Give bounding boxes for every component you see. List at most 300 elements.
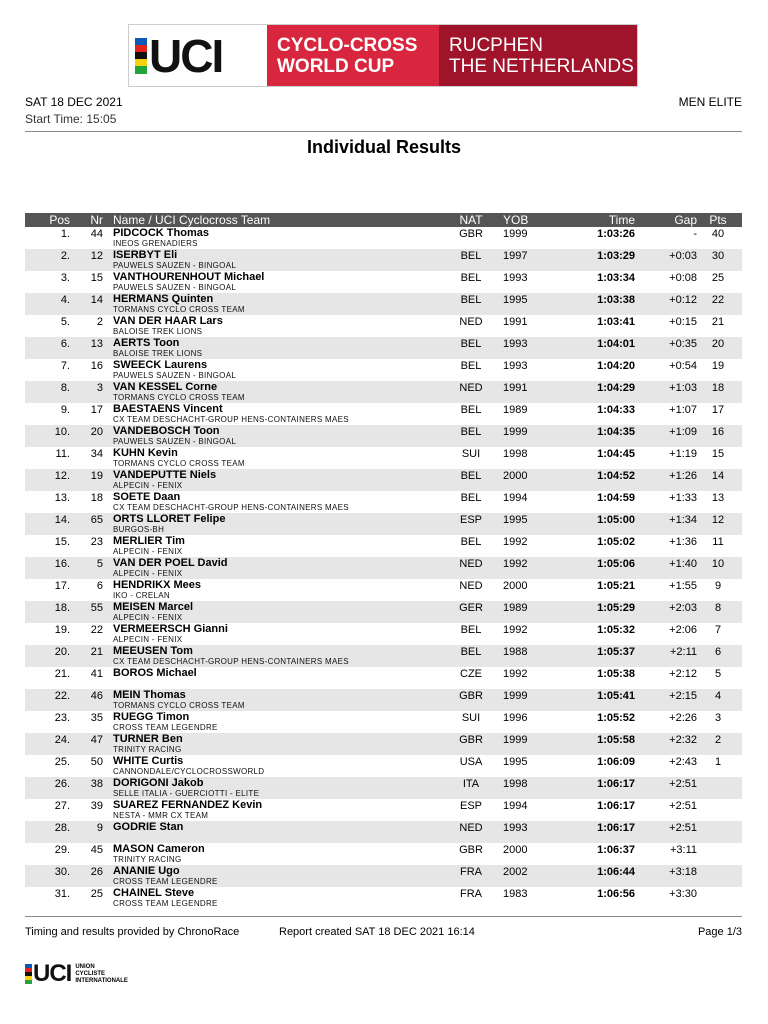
col-yob: YOB (503, 213, 529, 227)
cell-pts: 12 (711, 514, 725, 526)
cell-pts: 20 (711, 338, 725, 350)
page-title: Individual Results (306, 137, 462, 157)
cell-nat: GBR (459, 690, 483, 702)
cell-nr: 23 (90, 536, 103, 548)
cell-pos: 26. (54, 778, 70, 790)
cell-pos: 24. (54, 734, 70, 746)
cell-name: MEEUSEN Tom (113, 645, 193, 657)
cell-team: BALOISE TREK LIONS (113, 349, 203, 358)
event-line-2: WORLD CUP (277, 56, 395, 77)
table-row (25, 337, 742, 359)
table-row (25, 601, 742, 623)
cell-team: TRINITY RACING (113, 745, 182, 754)
cell-pos: 28. (54, 822, 70, 834)
cell-pos: 15. (54, 536, 70, 548)
cell-time: 1:05:02 (597, 536, 635, 548)
cell-nr: 65 (90, 514, 103, 526)
cell-pos: 11. (55, 448, 70, 460)
cell-pts: 15 (711, 448, 725, 460)
cell-time: 1:04:33 (597, 404, 635, 416)
cell-team: CX TEAM DESCHACHT-GROUP HENS-CONTAINERS MAES (113, 503, 349, 512)
cell-time: 1:06:37 (597, 844, 635, 856)
cell-yob: 1994 (503, 492, 528, 504)
table-row (25, 667, 742, 689)
cell-pts: 7 (714, 624, 722, 636)
cell-team: TORMANS CYCLO CROSS TEAM (113, 459, 245, 468)
cell-gap: +3:18 (669, 866, 697, 878)
cell-pts: 4 (714, 690, 722, 702)
cell-pos: 25. (54, 756, 70, 768)
cell-time: 1:03:34 (597, 272, 635, 284)
cell-yob: 2000 (503, 470, 528, 482)
cell-pos: 5. (60, 316, 70, 328)
cell-pts: 6 (714, 646, 722, 658)
cell-yob: 1998 (503, 778, 528, 790)
table-row (25, 733, 742, 755)
cell-gap: +1:33 (669, 492, 697, 504)
cell-gap: - (693, 228, 697, 240)
cell-nr: 22 (90, 624, 103, 636)
cell-pos: 13. (54, 492, 70, 504)
cell-nr: 25 (90, 888, 103, 900)
cell-team: CX TEAM DESCHACHT-GROUP HENS-CONTAINERS MAES (113, 415, 349, 424)
cell-name: MEISEN Marcel (113, 601, 194, 613)
cell-time: 1:06:17 (597, 822, 635, 834)
cell-gap: +2:51 (669, 800, 697, 812)
cell-yob: 1999 (503, 228, 528, 240)
table-row (25, 579, 742, 601)
cell-name: VERMEERSCH Gianni (113, 623, 228, 635)
cell-pos: 4. (60, 294, 70, 306)
event-line-1: CYCLO-CROSS (277, 35, 418, 56)
cell-name: VANDEBOSCH Toon (113, 425, 220, 437)
cell-team: INEOS GRENADIERS (113, 239, 198, 248)
cell-gap: +0:03 (669, 250, 697, 262)
cell-nr: 39 (90, 800, 103, 812)
cell-name: VAN KESSEL Corne (113, 381, 218, 393)
cell-yob: 1993 (503, 360, 528, 372)
cell-nat: BEL (460, 404, 482, 416)
cell-nat: BEL (460, 536, 482, 548)
cell-nat: BEL (460, 360, 482, 372)
event-name (267, 25, 439, 86)
cell-nat: BEL (460, 338, 482, 350)
cell-gap: +1:19 (669, 448, 697, 460)
table-row (25, 645, 742, 667)
cell-name: ANANIE Ugo (113, 865, 180, 877)
cell-yob: 1992 (503, 624, 528, 636)
cell-nr: 45 (90, 844, 103, 856)
cell-team: TORMANS CYCLO CROSS TEAM (113, 701, 245, 710)
cell-gap: +2:51 (669, 822, 697, 834)
cell-pts: 16 (711, 426, 725, 438)
cell-pts: 10 (711, 558, 725, 570)
cell-nat: BEL (460, 294, 482, 306)
cell-time: 1:05:41 (597, 690, 635, 702)
cell-nr: 13 (90, 338, 103, 350)
cell-yob: 1995 (503, 756, 528, 768)
cell-time: 1:04:01 (597, 338, 635, 350)
col-gap: Gap (674, 213, 697, 227)
cell-gap: +0:54 (669, 360, 697, 372)
cell-nat: GBR (459, 844, 483, 856)
cell-name: MEIN Thomas (113, 689, 186, 701)
cell-name: MASON Cameron (113, 843, 205, 855)
cell-pos: 21. (54, 668, 70, 680)
cell-team: TORMANS CYCLO CROSS TEAM (113, 305, 245, 314)
rainbow-stripes-icon (135, 38, 147, 74)
cell-nr: 6 (96, 580, 103, 592)
cell-yob: 1999 (503, 734, 528, 746)
cell-pts: 40 (711, 228, 725, 240)
cell-gap: +0:15 (669, 316, 697, 328)
cell-name: SWEECK Laurens (113, 359, 208, 371)
rainbow-stripes-icon (25, 964, 32, 984)
cell-pos: 6. (60, 338, 70, 350)
venue-line-1: RUCPHEN (449, 35, 543, 56)
cell-yob: 2000 (503, 844, 528, 856)
cell-name: VAN DER POEL David (113, 557, 228, 569)
cell-name: WHITE Curtis (113, 755, 184, 767)
cell-gap: +3:11 (669, 844, 697, 856)
cell-time: 1:04:45 (597, 448, 635, 460)
cell-gap: +3:30 (669, 888, 697, 900)
cell-team: TRINITY RACING (113, 855, 182, 864)
table-row (25, 535, 742, 557)
cell-gap: +2:12 (669, 668, 697, 680)
cell-name: RUEGG Timon (113, 711, 190, 723)
cell-gap: +1:34 (669, 514, 697, 526)
cell-gap: +0:08 (669, 272, 697, 284)
cell-nat: BEL (460, 426, 482, 438)
cell-yob: 1995 (503, 514, 528, 526)
cell-time: 1:04:29 (597, 382, 635, 394)
cell-name: AERTS Toon (113, 337, 180, 349)
cell-team: TORMANS CYCLO CROSS TEAM (113, 393, 245, 402)
cell-team: ALPECIN - FENIX (113, 481, 183, 490)
cell-pts: 11 (712, 536, 724, 548)
cell-team: NESTA - MMR CX TEAM (113, 811, 209, 820)
cell-nat: GBR (459, 734, 483, 746)
cell-pos: 10. (54, 426, 70, 438)
cell-nat: NED (459, 822, 483, 834)
cell-time: 1:06:44 (597, 866, 635, 878)
table-row (25, 293, 742, 315)
cell-nat: NED (459, 316, 483, 328)
cell-nr: 14 (90, 294, 103, 306)
table-row (25, 359, 742, 381)
cell-pos: 30. (54, 866, 70, 878)
cell-team: BURGOS-BH (113, 525, 165, 534)
cell-name: CHAINEL Steve (113, 887, 195, 899)
cell-pts: 30 (711, 250, 725, 262)
venue-line-2: THE NETHERLANDS (449, 56, 634, 77)
cell-nat: ITA (462, 778, 480, 790)
cell-name: BOROS Michael (113, 667, 197, 679)
col-pos: Pos (49, 213, 70, 227)
cell-pos: 1. (60, 228, 70, 240)
cell-yob: 1999 (503, 690, 528, 702)
cell-nat: FRA (460, 888, 482, 900)
cell-name: HERMANS Quinten (113, 293, 214, 305)
cell-nat: BEL (460, 272, 482, 284)
col-nr: Nr (90, 213, 103, 227)
table-row (25, 689, 742, 711)
cell-name: SOETE Daan (113, 491, 181, 503)
cell-pos: 18. (54, 602, 70, 614)
cell-nat: SUI (461, 712, 481, 724)
uci-full-name: UNION CYCLISTE INTERNATIONALE (75, 963, 128, 984)
cell-team: PAUWELS SAUZEN - BINGOAL (113, 261, 237, 270)
cell-gap: +2:03 (669, 602, 697, 614)
cell-name: PIDCOCK Thomas (113, 227, 209, 239)
cell-nat: ESP (459, 800, 482, 812)
cell-gap: +1:55 (669, 580, 697, 592)
cell-time: 1:03:38 (597, 294, 635, 306)
cell-time: 1:03:29 (597, 250, 635, 262)
cell-nat: GER (459, 602, 483, 614)
cell-nr: 5 (96, 558, 103, 570)
cell-pts: 25 (711, 272, 725, 284)
cell-nat: SUI (461, 448, 481, 460)
col-pts: Pts (709, 213, 727, 227)
cell-nat: NED (459, 580, 483, 592)
table-row (25, 249, 742, 271)
cell-gap: +2:43 (669, 756, 697, 768)
table-row (25, 557, 742, 579)
table-row (25, 403, 742, 425)
cell-nr: 38 (90, 778, 103, 790)
cell-name: GODRIE Stan (113, 821, 184, 833)
cell-pts: 21 (711, 316, 725, 328)
col-name: Name / UCI Cyclocross Team (113, 213, 271, 227)
cell-nr: 17 (90, 404, 103, 416)
cell-pos: 14. (54, 514, 70, 526)
cell-gap: +1:07 (669, 404, 697, 416)
cell-team: CX TEAM DESCHACHT-GROUP HENS-CONTAINERS MAES (113, 657, 349, 666)
cell-name: HENDRIKX Mees (113, 579, 202, 591)
cell-yob: 1994 (503, 800, 528, 812)
cell-name: TURNER Ben (113, 733, 183, 745)
cell-name: ORTS LLORET Felipe (113, 513, 226, 525)
cell-nat: GBR (459, 228, 483, 240)
cell-yob: 2000 (503, 580, 528, 592)
cell-gap: +2:11 (669, 646, 697, 658)
cell-nr: 50 (90, 756, 103, 768)
cell-name: KUHN Kevin (113, 447, 178, 459)
cell-yob: 1992 (503, 536, 528, 548)
cell-nat: BEL (460, 646, 482, 658)
cell-yob: 1999 (503, 426, 528, 438)
race-category: MEN ELITE (678, 95, 742, 109)
cell-gap: +0:12 (669, 294, 697, 306)
cell-pos: 20. (54, 646, 70, 658)
cell-pos: 27. (54, 800, 70, 812)
cell-nr: 35 (90, 712, 103, 724)
table-row (25, 469, 742, 491)
cell-team: CROSS TEAM LEGENDRE (113, 877, 218, 886)
cell-nr: 16 (90, 360, 103, 372)
cell-pos: 23. (54, 712, 70, 724)
cell-time: 1:06:56 (597, 888, 635, 900)
cell-nat: FRA (460, 866, 482, 878)
cell-name: MERLIER Tim (113, 535, 185, 547)
cell-pos: 29. (54, 844, 70, 856)
cell-time: 1:06:09 (597, 756, 635, 768)
cell-nr: 44 (90, 228, 103, 240)
cell-gap: +1:03 (669, 382, 697, 394)
table-row (25, 711, 742, 733)
cell-gap: +2:32 (669, 734, 697, 746)
cell-pos: 2. (60, 250, 70, 262)
cell-pts: 14 (711, 470, 725, 482)
cell-time: 1:05:29 (597, 602, 635, 614)
cell-team: PAUWELS SAUZEN - BINGOAL (113, 437, 237, 446)
table-row (25, 381, 742, 403)
timing-credit: Timing and results provided by ChronoRace (25, 926, 240, 938)
cell-team: ALPECIN - FENIX (113, 635, 183, 644)
cell-name: SUAREZ FERNANDEZ Kevin (113, 799, 263, 811)
cell-pts: 9 (714, 580, 722, 592)
cell-gap: +1:26 (669, 470, 697, 482)
cell-yob: 1992 (503, 668, 528, 680)
cell-yob: 1991 (503, 316, 528, 328)
cell-nr: 26 (90, 866, 103, 878)
cell-team: PAUWELS SAUZEN - BINGOAL (113, 283, 237, 292)
cell-pts: 3 (714, 712, 722, 724)
cell-pts: 18 (711, 382, 725, 394)
cell-pts: 17 (711, 404, 725, 416)
cell-pos: 7. (60, 360, 70, 372)
cell-yob: 1996 (503, 712, 528, 724)
cell-yob: 1991 (503, 382, 528, 394)
cell-yob: 1983 (503, 888, 528, 900)
cell-nr: 15 (90, 272, 103, 284)
cell-gap: +2:26 (669, 712, 697, 724)
cell-pos: 12. (54, 470, 70, 482)
table-row (25, 821, 742, 843)
cell-nat: NED (459, 558, 483, 570)
uci-footer-logo-text: UCI (33, 960, 72, 987)
cell-nat: NED (459, 382, 483, 394)
cell-team: PAUWELS SAUZEN - BINGOAL (113, 371, 237, 380)
cell-nat: CZE (460, 668, 482, 680)
cell-pos: 16. (54, 558, 70, 570)
cell-name: VAN DER HAAR Lars (113, 315, 223, 327)
cell-time: 1:05:52 (597, 712, 635, 724)
cell-nr: 41 (90, 668, 103, 680)
page-number: Page 1/3 (697, 926, 742, 938)
cell-gap: +1:36 (669, 536, 697, 548)
table-row (25, 491, 742, 513)
cell-nr: 9 (96, 822, 103, 834)
table-row (25, 447, 742, 469)
cell-name: VANTHOURENHOUT Michael (113, 271, 265, 283)
cell-yob: 1988 (503, 646, 528, 658)
cell-time: 1:03:41 (597, 316, 635, 328)
cell-nat: USA (459, 756, 483, 768)
cell-name: DORIGONI Jakob (113, 777, 204, 789)
cell-nat: BEL (460, 250, 482, 262)
cell-time: 1:05:58 (597, 734, 635, 746)
results-table-body (25, 227, 742, 909)
cell-nr: 46 (90, 690, 103, 702)
cell-time: 1:05:37 (597, 646, 635, 658)
col-nat: NAT (459, 213, 483, 227)
cell-nat: BEL (460, 492, 482, 504)
cell-yob: 1993 (503, 822, 528, 834)
cell-pts: 2 (714, 734, 722, 746)
report-created: Report created SAT 18 DEC 2021 16:14 (279, 926, 475, 938)
cell-time: 1:04:20 (597, 360, 635, 372)
cell-team: ALPECIN - FENIX (113, 569, 183, 578)
cell-nr: 18 (90, 492, 103, 504)
header-divider (25, 131, 742, 132)
cell-pts: 5 (714, 668, 722, 680)
cell-nr: 20 (90, 426, 103, 438)
cell-time: 1:06:17 (597, 778, 635, 790)
table-row (25, 623, 742, 645)
cell-gap: +2:51 (669, 778, 697, 790)
cell-team: CROSS TEAM LEGENDRE (113, 723, 218, 732)
table-row (25, 843, 742, 865)
table-row (25, 755, 742, 777)
cell-gap: +0:35 (669, 338, 697, 350)
cell-nr: 19 (90, 470, 103, 482)
cell-nr: 12 (90, 250, 103, 262)
uci-footer-logo (25, 962, 128, 986)
cell-time: 1:05:00 (597, 514, 635, 526)
cell-pts: 13 (711, 492, 725, 504)
table-row (25, 315, 742, 337)
event-venue (439, 25, 637, 86)
cell-pos: 3. (60, 272, 70, 284)
table-row (25, 777, 742, 799)
results-table-header (25, 213, 742, 227)
cell-yob: 1993 (503, 272, 528, 284)
cell-team: ALPECIN - FENIX (113, 613, 183, 622)
cell-nr: 55 (90, 602, 103, 614)
cell-yob: 1989 (503, 404, 528, 416)
cell-nr: 47 (90, 734, 103, 746)
cell-time: 1:04:35 (597, 426, 635, 438)
cell-time: 1:03:26 (597, 228, 635, 240)
cell-name: BAESTAENS Vincent (113, 403, 223, 415)
cell-yob: 1992 (503, 558, 528, 570)
cell-pos: 22. (54, 690, 70, 702)
cell-time: 1:04:52 (597, 470, 635, 482)
cell-pts: 19 (711, 360, 725, 372)
table-row (25, 799, 742, 821)
cell-pos: 17. (54, 580, 70, 592)
uci-logo (129, 25, 267, 86)
cell-nr: 2 (96, 316, 103, 328)
col-time: Time (608, 213, 635, 227)
cell-nr: 34 (90, 448, 103, 460)
cell-pts: 22 (711, 294, 725, 306)
cell-time: 1:05:21 (597, 580, 635, 592)
table-row (25, 271, 742, 293)
table-row (25, 513, 742, 535)
cell-team: CANNONDALE/CYCLOCROSSWORLD (113, 767, 265, 776)
cell-gap: +2:15 (669, 690, 697, 702)
cell-yob: 1993 (503, 338, 528, 350)
cell-yob: 1989 (503, 602, 528, 614)
cell-gap: +2:06 (669, 624, 697, 636)
cell-team: SELLE ITALIA - GUERCIOTTI - ELITE (113, 789, 260, 798)
start-time: Start Time: 15:05 (25, 112, 117, 126)
footer-divider (25, 916, 742, 917)
